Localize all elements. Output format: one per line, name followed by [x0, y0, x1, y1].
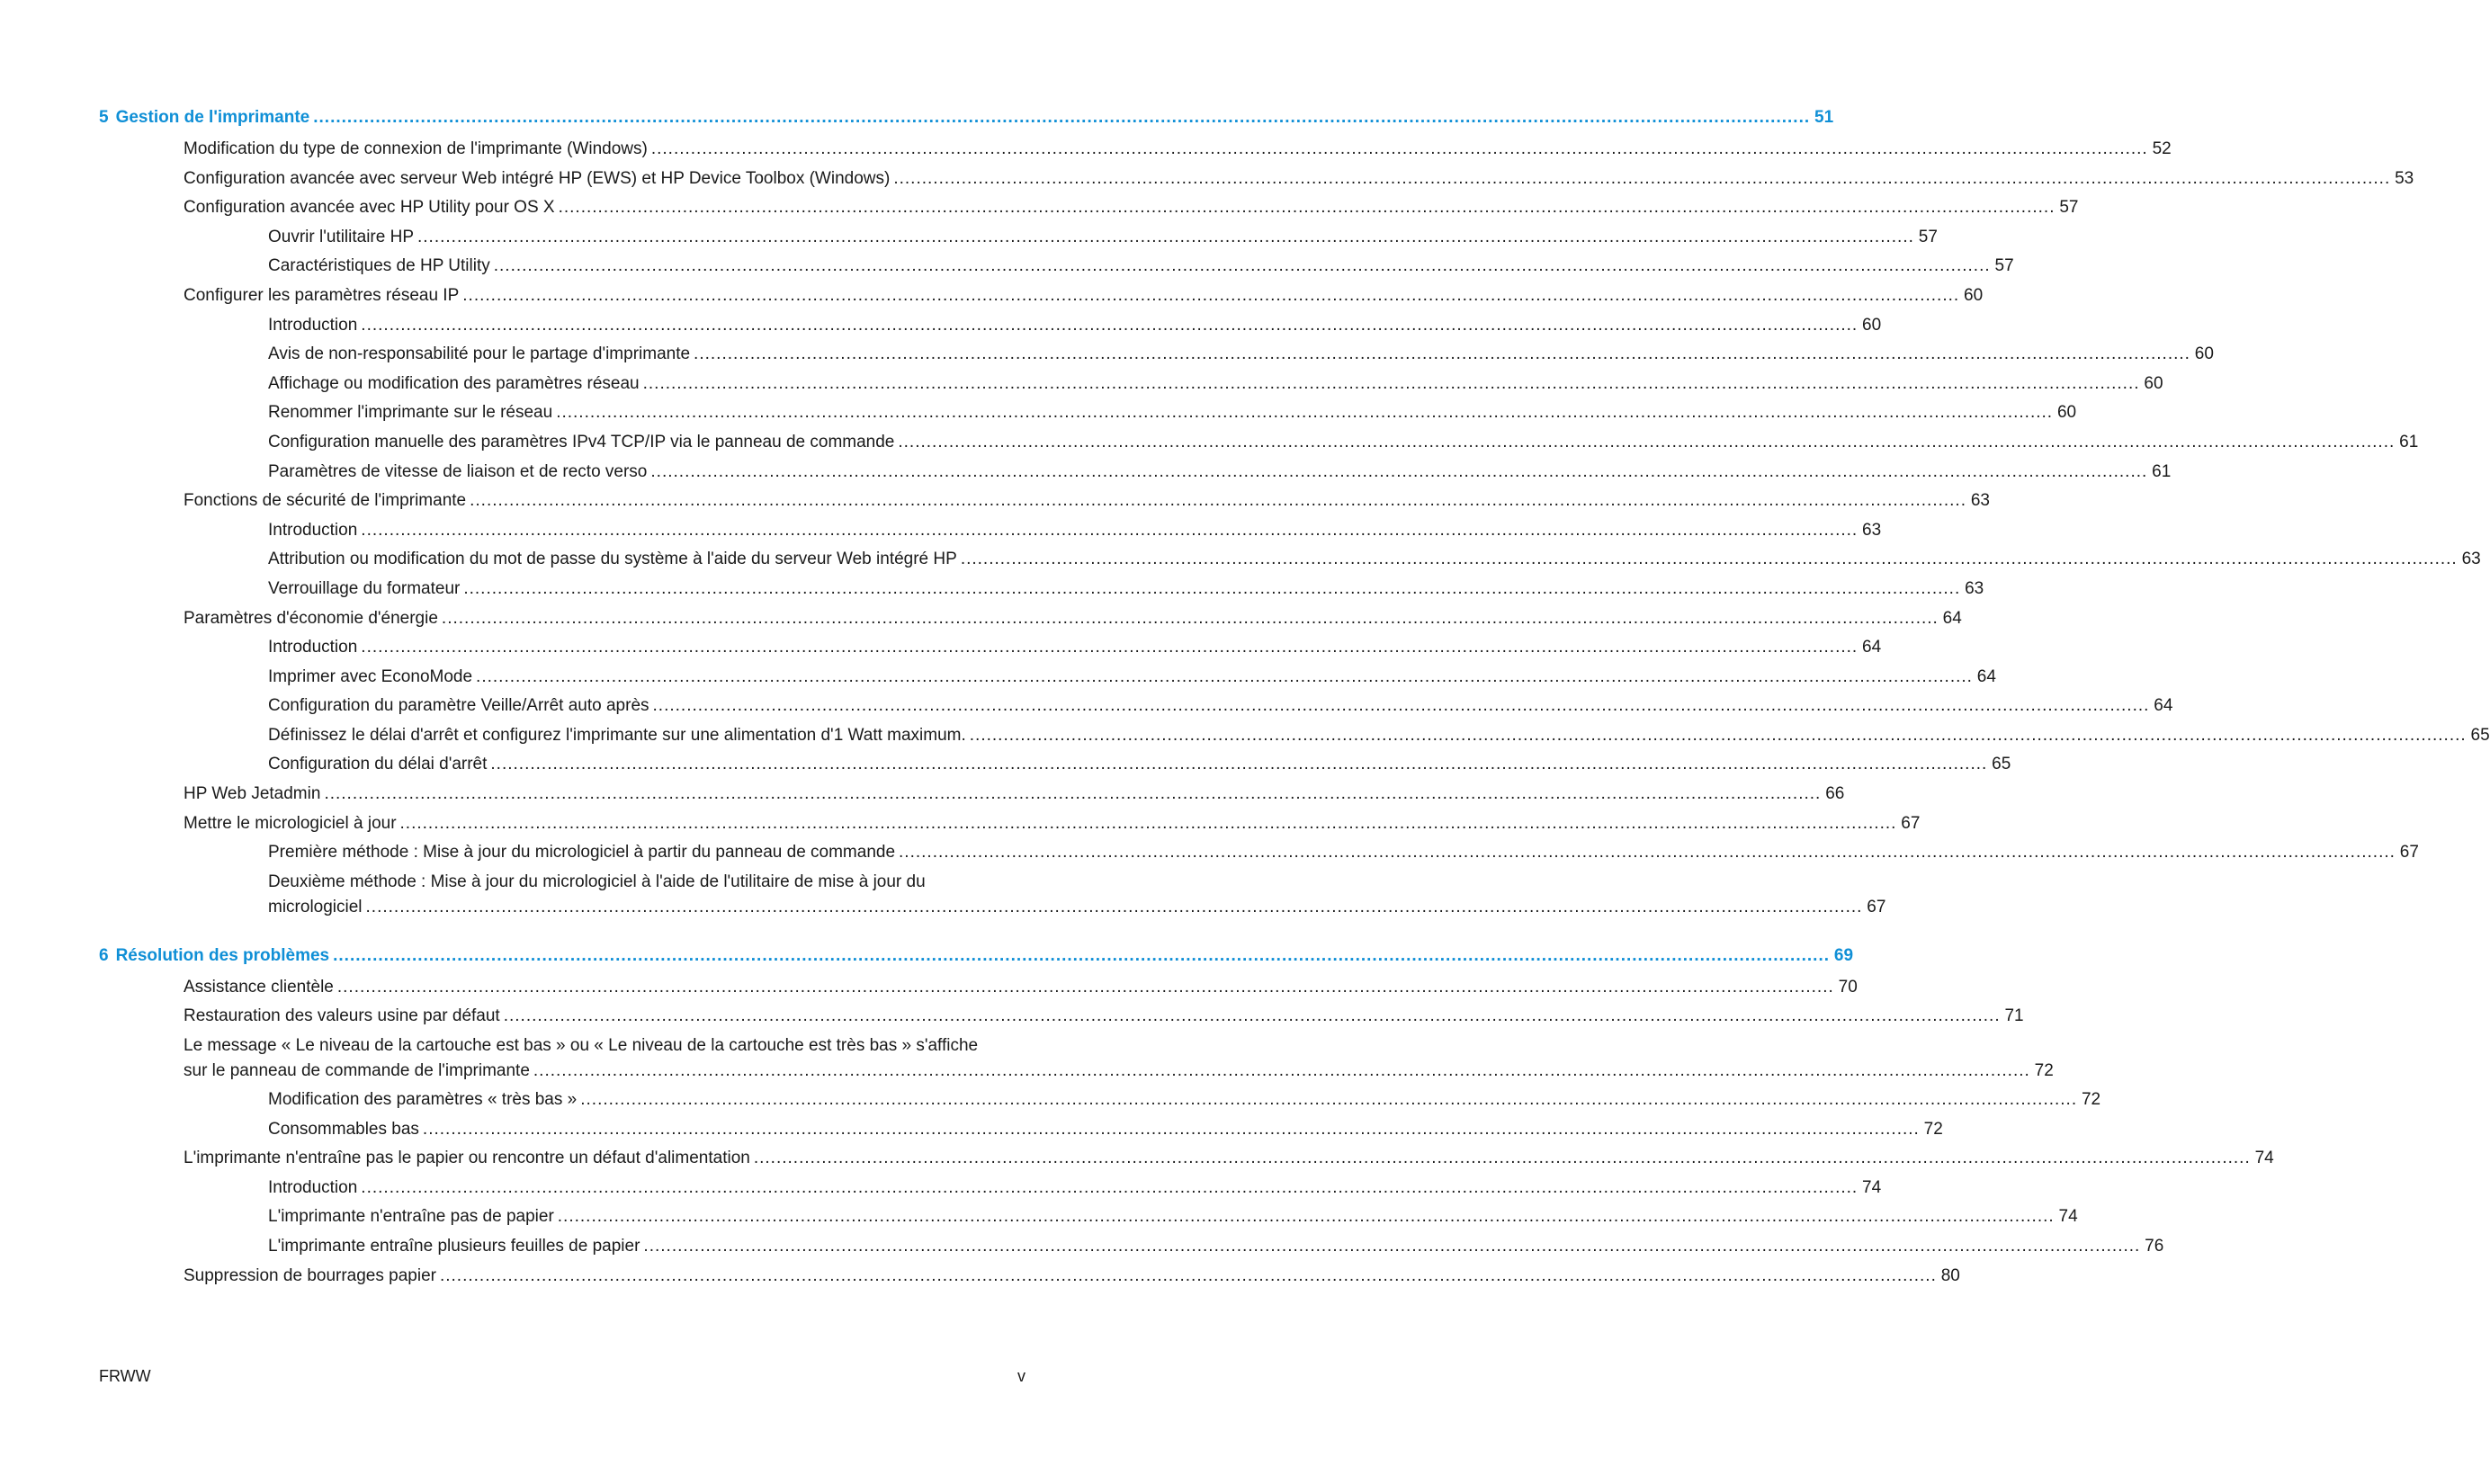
- entry-title: Assistance clientèle: [184, 977, 334, 997]
- entry-title: Configuration avancée avec HP Utility pour OS X: [184, 198, 555, 218]
- entry-title: Renommer l'imprimante sur le réseau: [268, 403, 553, 423]
- entry-title: Modification des paramètres « très bas »: [268, 1090, 578, 1110]
- entry-page-number: 74: [2254, 1149, 2274, 1168]
- entry-page-number: 60: [2194, 344, 2214, 364]
- entry-title: Affichage ou modification des paramètres réseau: [268, 373, 640, 393]
- leader-dots: [490, 752, 1987, 776]
- entry-title: Introduction: [268, 638, 358, 657]
- leader-dots: [440, 1264, 1937, 1288]
- chapter-number: 6: [99, 945, 109, 965]
- entry-page-number: 72: [2081, 1090, 2101, 1110]
- toc-entry-link[interactable]: [99, 518, 1882, 548]
- leader-dots: [361, 313, 1858, 337]
- entry-page-number: 57: [1918, 227, 1938, 246]
- entry-page-number: 67: [2399, 843, 2419, 863]
- entry-page-number: 60: [2144, 373, 2163, 393]
- toc-entry-link[interactable]: [99, 752, 2011, 782]
- entry-title: Suppression de bourrages papier: [184, 1265, 436, 1285]
- leader-dots: [650, 460, 2147, 484]
- entry-page-number: 67: [1901, 813, 1921, 833]
- toc-chapter-section: [99, 105, 2490, 924]
- chapter-title: [99, 105, 309, 130]
- entry-title-continuation: sur le panneau de commande de l'imprimante: [184, 1061, 530, 1081]
- leader-dots: [463, 577, 1960, 601]
- leader-dots: [961, 547, 2458, 571]
- footer-page-number: v: [1017, 1367, 1026, 1385]
- entry-title: Configurer les paramètres réseau IP: [184, 285, 460, 305]
- entry-title: Le message « Le niveau de la cartouche est bas » ou « Le niveau de la cartouche est très bas » s'affiche: [184, 1036, 979, 1056]
- toc-chapter-section: [99, 943, 2274, 1292]
- toc-entry-link[interactable]: [99, 547, 2481, 577]
- chapter-page-number: 51: [1814, 108, 1834, 127]
- entry-title: Paramètres de vitesse de liaison et de recto verso: [268, 461, 648, 481]
- leader-dots: [556, 400, 2053, 425]
- entry-page-number: 52: [2152, 139, 2172, 158]
- toc-chapter-link[interactable]: [99, 105, 1834, 137]
- toc-entry-link[interactable]: [99, 693, 2173, 723]
- chapter-number: 5: [99, 108, 109, 127]
- entry-page-number: 63: [1965, 578, 1984, 598]
- leader-dots: [462, 283, 1959, 308]
- entry-page-number: 74: [1862, 1177, 1882, 1197]
- toc-entry-link[interactable]: [99, 840, 2419, 870]
- leader-dots: [643, 1234, 2140, 1258]
- leader-dots: [417, 225, 1914, 249]
- entry-title: L'imprimante n'entraîne pas de papier: [268, 1207, 554, 1227]
- entry-title: Consommables bas: [268, 1119, 419, 1139]
- leader-dots: [400, 811, 1897, 836]
- toc-chapter-link[interactable]: [99, 943, 1854, 975]
- entry-title: HP Web Jetadmin: [184, 784, 321, 804]
- entry-page-number: 72: [1923, 1119, 1943, 1139]
- leader-dots: [361, 635, 1858, 659]
- leader-dots: [476, 665, 1973, 689]
- entry-title: Restauration des valeurs usine par défaut: [184, 1006, 500, 1026]
- entry-title: Ouvrir l'utilitaire HP: [268, 227, 414, 246]
- entry-title: Configuration manuelle des paramètres IPv4 TCP/IP via le panneau de commande: [268, 432, 895, 451]
- entry-page-number: 76: [2145, 1237, 2164, 1256]
- leader-dots: [324, 782, 1821, 806]
- entry-title: Verrouillage du formateur: [268, 578, 461, 598]
- entry-title: Caractéristiques de HP Utility: [268, 256, 490, 276]
- toc-entry-link[interactable]: [99, 283, 1984, 313]
- leader-dots: [970, 723, 2467, 747]
- entry-title: Fonctions de sécurité de l'imprimante: [184, 491, 467, 511]
- toc-entry-link[interactable]: [99, 723, 2490, 753]
- toc-entry-link[interactable]: [99, 400, 2077, 430]
- toc-entry-link[interactable]: [99, 137, 2172, 166]
- entry-title: Définissez le délai d'arrêt et configurez l'imprimante sur une alimentation d'1 Watt maximum.: [268, 725, 966, 745]
- entry-title: Imprimer avec EconoMode: [268, 666, 473, 686]
- entry-title: Introduction: [268, 520, 358, 540]
- toc-entry-link[interactable]: [99, 1176, 1882, 1205]
- entry-page-number: 61: [2152, 461, 2172, 481]
- toc-entry-link[interactable]: [99, 870, 1886, 924]
- entry-page-number: 72: [2034, 1061, 2054, 1081]
- entry-page-number: 63: [1970, 491, 1990, 511]
- entry-page-number: 74: [2058, 1207, 2078, 1227]
- footer-label: FRWW: [99, 1367, 151, 1385]
- chapter-title: [99, 943, 329, 968]
- toc-entry-link[interactable]: [99, 1004, 2024, 1033]
- chapter-title-text: Gestion de l'imprimante: [115, 108, 310, 127]
- entry-page-number: 80: [1940, 1265, 1960, 1285]
- toc-entry-link[interactable]: [99, 811, 1921, 841]
- chapter-page-number: 69: [1833, 945, 1854, 965]
- entry-page-number: 61: [2399, 432, 2419, 451]
- leader-dots: [643, 371, 2140, 396]
- leader-dots: [337, 975, 1834, 999]
- leader-dots: [651, 137, 2148, 161]
- entry-page-number: 64: [1976, 666, 1996, 686]
- toc-entry-link[interactable]: [99, 1204, 2078, 1234]
- leader-dots: [313, 105, 1810, 130]
- leader-dots: [361, 1176, 1858, 1200]
- entry-title: L'imprimante n'entraîne pas le papier ou rencontre un défaut d'alimentation: [184, 1149, 750, 1168]
- entry-page-number: 60: [1964, 285, 1984, 305]
- entry-page-number: 63: [2461, 550, 2481, 569]
- leader-dots: [559, 195, 2056, 219]
- entry-page-number: 64: [1862, 638, 1882, 657]
- leader-dots: [333, 943, 1830, 968]
- entry-page-number: 57: [1994, 256, 2014, 276]
- toc-entry-link[interactable]: [99, 342, 2214, 371]
- entry-title: Deuxième méthode : Mise à jour du micrologiciel à l'aide de l'utilitaire de mise à jour du: [268, 872, 926, 891]
- entry-title: Avis de non-responsabilité pour le partage d'imprimante: [268, 344, 691, 364]
- entry-title: Configuration du paramètre Veille/Arrêt auto après: [268, 696, 649, 716]
- entry-page-number: 60: [1862, 315, 1882, 335]
- entry-page-number: 65: [2470, 725, 2490, 745]
- toc-entry-link[interactable]: [99, 635, 1882, 665]
- entry-page-number: 63: [1862, 520, 1882, 540]
- toc-entry-link[interactable]: [99, 195, 2079, 225]
- toc-entry-link[interactable]: [99, 606, 1962, 636]
- toc-entry-link[interactable]: [99, 166, 2414, 196]
- leader-dots: [361, 518, 1858, 542]
- leader-dots: [558, 1204, 2055, 1229]
- leader-dots: [366, 895, 1863, 919]
- entry-title: Introduction: [268, 1177, 358, 1197]
- entry-title: Configuration avancée avec serveur Web intégré HP (EWS) et HP Device Toolbox (Windows): [184, 168, 891, 188]
- toc-entry-link[interactable]: [99, 577, 1984, 606]
- entry-title: Première méthode : Mise à jour du micrologiciel à partir du panneau de commande: [268, 843, 896, 863]
- leader-dots: [694, 342, 2190, 366]
- entry-page-number: 71: [2004, 1006, 2024, 1026]
- leader-dots: [580, 1087, 2077, 1112]
- entry-title: Introduction: [268, 315, 358, 335]
- entry-page-number: 70: [1838, 977, 1858, 997]
- toc-entry-link[interactable]: [99, 1117, 1943, 1147]
- entry-title: Mettre le micrologiciel à jour: [184, 813, 397, 833]
- toc-entry-link[interactable]: [99, 371, 2163, 401]
- leader-dots: [533, 1059, 2030, 1083]
- entry-title: Modification du type de connexion de l'imprimante (Windows): [184, 139, 648, 158]
- toc-entry-link[interactable]: [99, 460, 2172, 489]
- entry-page-number: 64: [1942, 608, 1962, 628]
- toc-entry-link[interactable]: [99, 1087, 2101, 1117]
- entry-page-number: 65: [1992, 755, 2011, 774]
- leader-dots: [442, 606, 1939, 630]
- toc-entry-link[interactable]: [99, 1264, 1960, 1293]
- table-of-contents: [99, 105, 2490, 1292]
- toc-entry-link[interactable]: [99, 1146, 2274, 1176]
- leader-dots: [504, 1004, 2001, 1028]
- chapter-title-text: Résolution des problèmes: [115, 945, 330, 965]
- entry-page-number: 57: [2059, 198, 2079, 218]
- leader-dots: [423, 1117, 1920, 1141]
- leader-dots: [899, 840, 2396, 864]
- entry-title: Paramètres d'économie d'énergie: [184, 608, 438, 628]
- leader-dots: [494, 254, 1991, 278]
- toc-entry-link[interactable]: [99, 975, 1858, 1005]
- page-footer: [99, 1367, 1026, 1386]
- leader-dots: [653, 693, 2150, 718]
- entry-page-number: 60: [2056, 403, 2077, 423]
- entry-title-continuation: micrologiciel: [268, 897, 363, 916]
- toc-entry-link[interactable]: [99, 782, 1845, 811]
- toc-entry-link[interactable]: [99, 430, 2419, 460]
- toc-entry-link[interactable]: [99, 254, 2014, 283]
- entry-page-number: 66: [1825, 784, 1845, 804]
- toc-entry-link[interactable]: [99, 313, 1882, 343]
- toc-entry-link[interactable]: [99, 225, 1938, 255]
- entry-page-number: 67: [1867, 897, 1886, 916]
- leader-dots: [754, 1146, 2251, 1170]
- entry-title: L'imprimante entraîne plusieurs feuilles de papier: [268, 1237, 640, 1256]
- entry-page-number: 53: [2395, 168, 2414, 188]
- toc-entry-link[interactable]: [99, 665, 1996, 694]
- toc-entry-link[interactable]: [99, 488, 1990, 518]
- leader-dots: [898, 430, 2395, 454]
- entry-title: Attribution ou modification du mot de passe du système à l'aide du serveur Web intégré HP: [268, 550, 957, 569]
- leader-dots: [470, 488, 1966, 513]
- entry-title: Configuration du délai d'arrêt: [268, 755, 488, 774]
- entry-page-number: 64: [2154, 696, 2173, 716]
- toc-entry-link[interactable]: [99, 1033, 2054, 1087]
- leader-dots: [893, 166, 2390, 191]
- toc-entry-link[interactable]: [99, 1234, 2164, 1264]
